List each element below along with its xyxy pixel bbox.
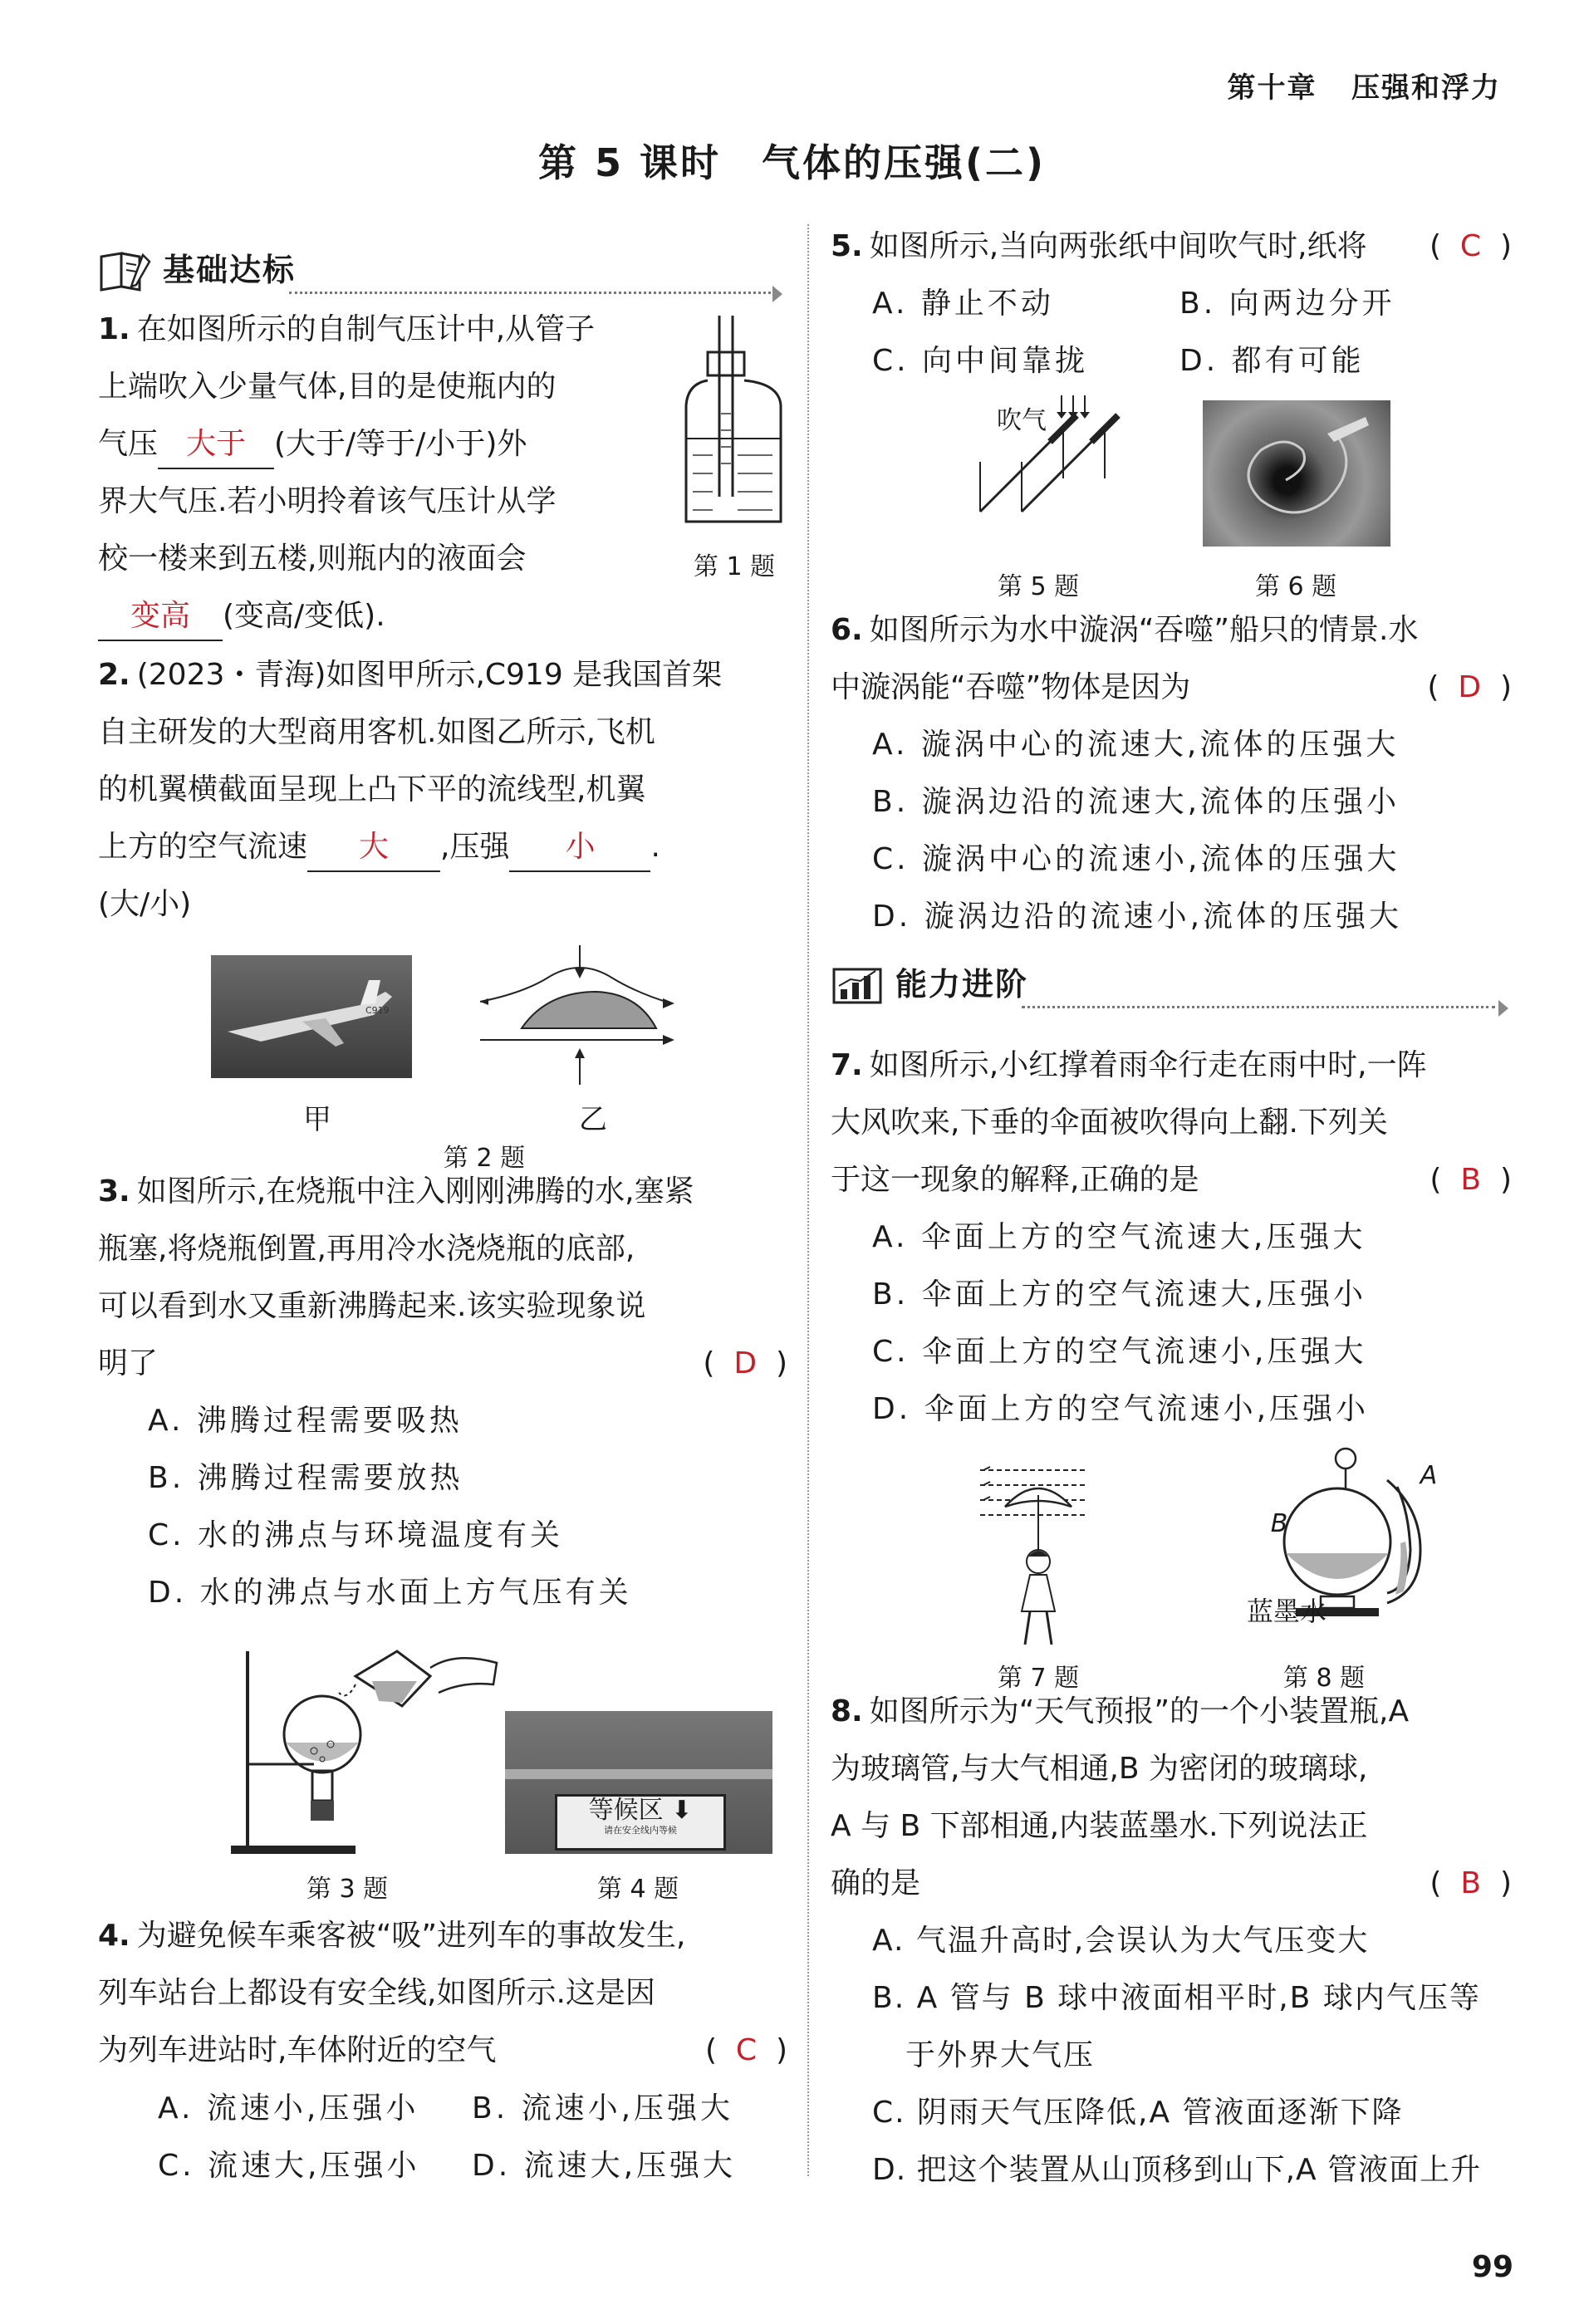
q2-plane-photo [211,955,412,1078]
question-7 [831,1037,1512,1209]
sign-text: 等候区 [588,1796,664,1825]
q8-option-c: C. 阴雨天气压降低,A 管液面逐渐下降 [872,2096,1404,2130]
column-divider [807,224,809,2176]
q2-line-3: 的机翼横截面呈现上凸下平的流线型,机翼 [98,772,646,807]
q4-answer-paren: ( C ) [704,2033,787,2067]
q4-option-a: A. 流速小,压强小 [158,2091,419,2125]
q2-wing-figure [472,945,713,1086]
q4-platform-photo [505,1711,772,1854]
section-basic-rule [289,292,771,294]
chapter-header [1227,65,1501,105]
q4-option-c: C. 流速大,压强小 [158,2149,420,2183]
q2-line-4a: 上方的空气流速 [98,830,308,864]
q1-line-2: 上端吹入少量气体,目的是使瓶内的 [98,370,557,404]
q7-caption: 第 7 题 [997,1664,1080,1693]
q3-option-d: D. 水的沸点与水面上方气压有关 [148,1576,632,1610]
chart-growth-icon [831,963,884,1006]
q5-fig-label: 吹气 [997,406,1047,435]
q1-line-6b: (变高/变低). [223,599,385,633]
q4-line-3: 为列车进站时,车体附近的空气 [98,2033,497,2067]
q6-line-2: 中漩涡能“吞噬”物体是因为 [831,670,1191,704]
q7-number: 7. [831,1048,863,1082]
waiting-area-sign [555,1794,726,1851]
q3-answer-paren: ( D ) [703,1346,787,1380]
q8-label-a: A [1420,1461,1438,1490]
q7-umbrella-figure [980,1462,1096,1653]
q2-answer-1: 大 [307,824,440,872]
q1-answer-2: 变高 [98,593,223,641]
q8-label-b: B [1270,1509,1288,1538]
question-8 [831,1683,1512,1912]
q3-line-3: 可以看到水又重新沸腾起来.该实验现象说 [98,1289,646,1323]
q8-label-ink: 蓝墨水 [1246,1596,1327,1627]
q1-line-4: 界大气压.若小明拎着该气压计从学 [98,484,557,518]
q8-option-d: D. 把这个装置从山顶移到山下,A 管液面上升 [872,2153,1482,2187]
q4-line-2: 列车站台上都设有安全线,如图所示.这是因 [98,1976,655,2010]
q5-answer-paren: ( C ) [1429,229,1512,263]
q3-answer: D [733,1346,758,1380]
q2-caption: 第 2 题 [443,1144,526,1173]
q8-number: 8. [831,1694,863,1728]
q5-paper-figure [964,395,1130,520]
q1-number: 1. [98,312,130,346]
q8-option-b-cont: 于外界大气压 [905,2038,1096,2072]
q8-line-2: 为玻璃管,与大气相通,B 为密闭的玻璃球, [831,1752,1368,1786]
q6-option-b: B. 漩涡边沿的流速大,流体的压强小 [872,785,1400,819]
q2-line-2: 自主研发的大型商用客机.如图乙所示,飞机 [98,715,655,749]
q1-barometer-figure [679,314,787,530]
page-number: 99 [1471,2250,1513,2284]
q4-option-b: B. 流速小,压强大 [472,2091,734,2125]
q6-option-c: C. 漩涡中心的流速小,流体的压强大 [872,842,1400,876]
chapter-topic: 压强和浮力 [1351,71,1501,105]
book-pencil-icon [98,248,151,292]
chapter-label: 第十章 [1227,71,1317,105]
q2-answer-2: 小 [509,824,650,872]
q5-option-c: C. 向中间靠拢 [872,344,1089,378]
q3-caption: 第 3 题 [306,1875,389,1904]
q8-answer-paren: ( B ) [1430,1866,1512,1900]
q5-number: 5. [831,229,863,263]
q2-line-5: (大/小) [98,887,192,921]
q4-caption: 第 4 题 [596,1875,679,1904]
q6-answer: D [1458,670,1482,704]
q2-line-4c: . [650,830,660,864]
q1-answer-1: 大于 [158,421,274,469]
q8-caption: 第 8 题 [1282,1664,1366,1693]
q7-option-c: C. 伞面上方的空气流速小,压强大 [872,1335,1367,1369]
q2-line-4b: ,压强 [440,830,510,864]
q8-answer: B [1460,1866,1482,1900]
q3-line-2: 瓶塞,将烧瓶倒置,再用冷水浇烧瓶的底部, [98,1232,635,1266]
q3-option-b: B. 沸腾过程需要放热 [148,1461,463,1495]
question-3 [98,1163,787,1392]
plane-tail-text: C919 [365,1005,390,1016]
q4-number: 4. [98,1919,130,1953]
q6-line-1: 如图所示为水中漩涡“吞噬”船只的情景.水 [869,613,1419,647]
section-basic-title: 基础达标 [163,251,297,288]
q5-caption: 第 5 题 [997,572,1080,601]
q8-option-b: B. A 管与 B 球中液面相平时,B 球内气压等 [872,1981,1481,2015]
whirlpool-swirl-icon [1203,400,1390,547]
section-basic [98,241,787,299]
q8-line-1: 如图所示为“天气预报”的一个小装置瓶,A [869,1694,1410,1728]
question-4 [98,1907,787,2079]
q5-option-d: D. 都有可能 [1179,344,1365,378]
q8-line-4: 确的是 [831,1866,921,1900]
section-advanced [831,955,1512,1013]
q5-line-1: 如图所示,当向两张纸中间吹气时,纸将 [869,229,1367,263]
q6-option-a: A. 漩涡中心的流速大,流体的压强大 [872,728,1400,762]
section-advanced-title: 能力进阶 [895,965,1029,1003]
safety-line [505,1769,772,1779]
q6-whirlpool-photo [1203,400,1390,547]
q1-line-5: 校一楼来到五楼,则瓶内的液面会 [98,542,527,576]
q3-option-c: C. 水的沸点与环境温度有关 [148,1518,564,1552]
sign-arrow-icon: ⬇ [671,1796,693,1825]
q7-answer-paren: ( B ) [1430,1163,1512,1197]
q6-option-d: D. 漩涡边沿的流速小,流体的压强大 [872,900,1403,934]
q5-option-b: B. 向两边分开 [1179,287,1395,321]
q1-line-3a: 气压 [98,427,159,461]
q3-flask-figure [231,1635,505,1859]
q8-line-3: A 与 B 下部相通,内装蓝墨水.下列说法正 [831,1809,1368,1843]
q4-answer: C [735,2033,758,2067]
q3-option-a: A. 沸腾过程需要吸热 [148,1404,463,1438]
page-title: 第 5 课时 气体的压强(二) [537,140,1047,185]
q4-option-d: D. 流速大,压强大 [472,2149,737,2183]
question-5 [831,218,1512,275]
question-1 [98,301,679,645]
q2-line-1: (2023・青海)如图甲所示,C919 是我国首架 [136,658,723,692]
q3-number: 3. [98,1174,130,1209]
q1-line-1: 在如图所示的自制气压计中,从管子 [136,312,596,346]
q6-number: 6. [831,613,863,647]
question-6 [831,601,1512,716]
section-advanced-rule [1022,1006,1495,1008]
q7-line-3: 于这一现象的解释,正确的是 [831,1163,1199,1197]
sign-subtext: 请在安全线内等候 [604,1825,677,1836]
q3-line-4: 明了 [98,1346,159,1380]
q6-caption: 第 6 题 [1254,572,1337,601]
q6-answer-paren: ( D ) [1427,670,1512,704]
q7-line-2: 大风吹来,下垂的伞面被吹得向上翻.下列关 [831,1106,1388,1140]
q7-option-d: D. 伞面上方的空气流速小,压强小 [872,1392,1370,1426]
q2-label-b: 乙 [579,1103,607,1136]
q1-line-3b: (大于/等于/小于)外 [274,427,527,461]
q7-line-1: 如图所示,小红撑着雨伞行走在雨中时,一阵 [869,1048,1427,1082]
q4-line-1: 为避免候车乘客被“吸”进列车的事故发生, [136,1919,686,1953]
section-basic-arrow-icon [772,286,782,302]
q1-caption: 第 1 题 [693,552,776,581]
q7-option-a: A. 伞面上方的空气流速大,压强大 [872,1220,1366,1254]
q5-option-a: A. 静止不动 [872,287,1054,321]
question-2 [98,646,787,933]
q2-number: 2. [98,658,130,692]
q3-line-1: 如图所示,在烧瓶中注入刚刚沸腾的水,塞紧 [136,1174,694,1209]
q8-option-a: A. 气温升高时,会误认为大气压变大 [872,1924,1370,1958]
q7-option-b: B. 伞面上方的空气流速大,压强小 [872,1277,1367,1312]
q5-answer: C [1459,229,1482,263]
section-advanced-arrow-icon [1498,1000,1508,1017]
q7-answer: B [1460,1163,1482,1197]
q2-label-a: 甲 [303,1103,331,1136]
